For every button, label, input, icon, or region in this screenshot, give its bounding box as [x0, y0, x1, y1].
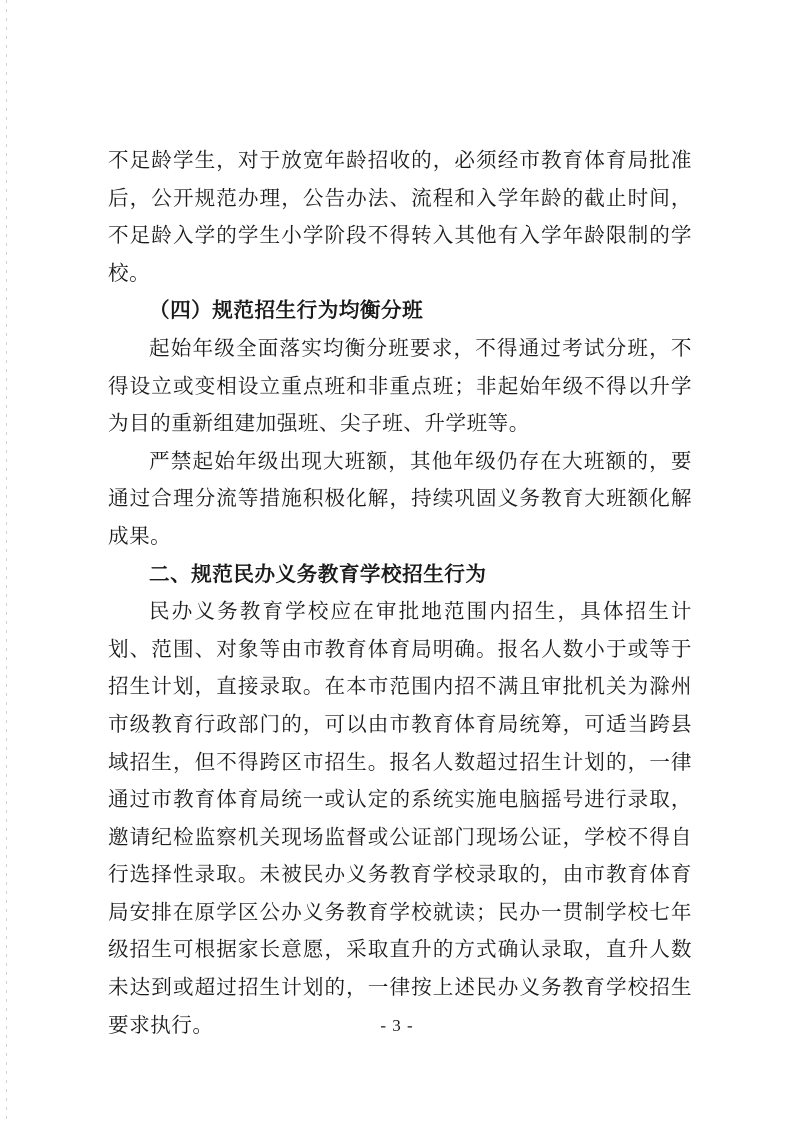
paragraph-age-policy: 不足龄学生，对于放宽年龄招收的，必须经市教育体育局批准后，公开规范办理，公告办法、流程和入学年龄的截止时间，不足龄入学的学生小学阶段不得转入其他有入学年龄限制的学校。	[108, 148, 692, 285]
scan-edge-marks	[6, 0, 7, 1122]
page-number: - 3 -	[380, 1016, 414, 1035]
part-heading-private-schools: 二、规范民办义务教育学校招生行为	[149, 561, 487, 586]
paragraph-large-classes: 严禁起始年级出现大班额，其他年级仍存在大班额的，要通过合理分流等措施积极化解，持续巩固义务教育大班额化解成果。	[108, 448, 692, 548]
document-body	[108, 142, 692, 1044]
paragraph-balanced-classes: 起始年级全面落实均衡分班要求，不得通过考试分班，不得设立或变相设立重点班和非重点班；非起始年级不得以升学为目的重新组建加强班、尖子班、升学班等。	[108, 335, 692, 436]
section-heading-balanced-classes: （四）规范招生行为均衡分班	[149, 298, 424, 323]
paragraph-private-schools: 民办义务教育学校应在审批地范围内招生，具体招生计划、范围、对象等由市教育体育局明确。报名人数小于或等于招生计划，直接录取。在本市范围内招不满且审批机关为滁州市级教育行政部门的，可以由市教育体育局统筹，可适当跨县域招生，但不得跨区市招生。报名人数超过招生计划的，一律通过市教育体育局统一或认定的系统实施电脑摇号进行录取，邀请纪检监察机关现场监督或公证部门现场公证，学校不得自行选择性录取。未被民办义务教育学校录取的，由市教育体育局安排在原学区公办义务教育学校就读；民办一贯制学校七年级招生可根据家长意愿，采取直升的方式确认录取，直升人数未达到或超过招生计划的，一律按上述民办义务教育学校招生要求执行。	[108, 599, 692, 1037]
